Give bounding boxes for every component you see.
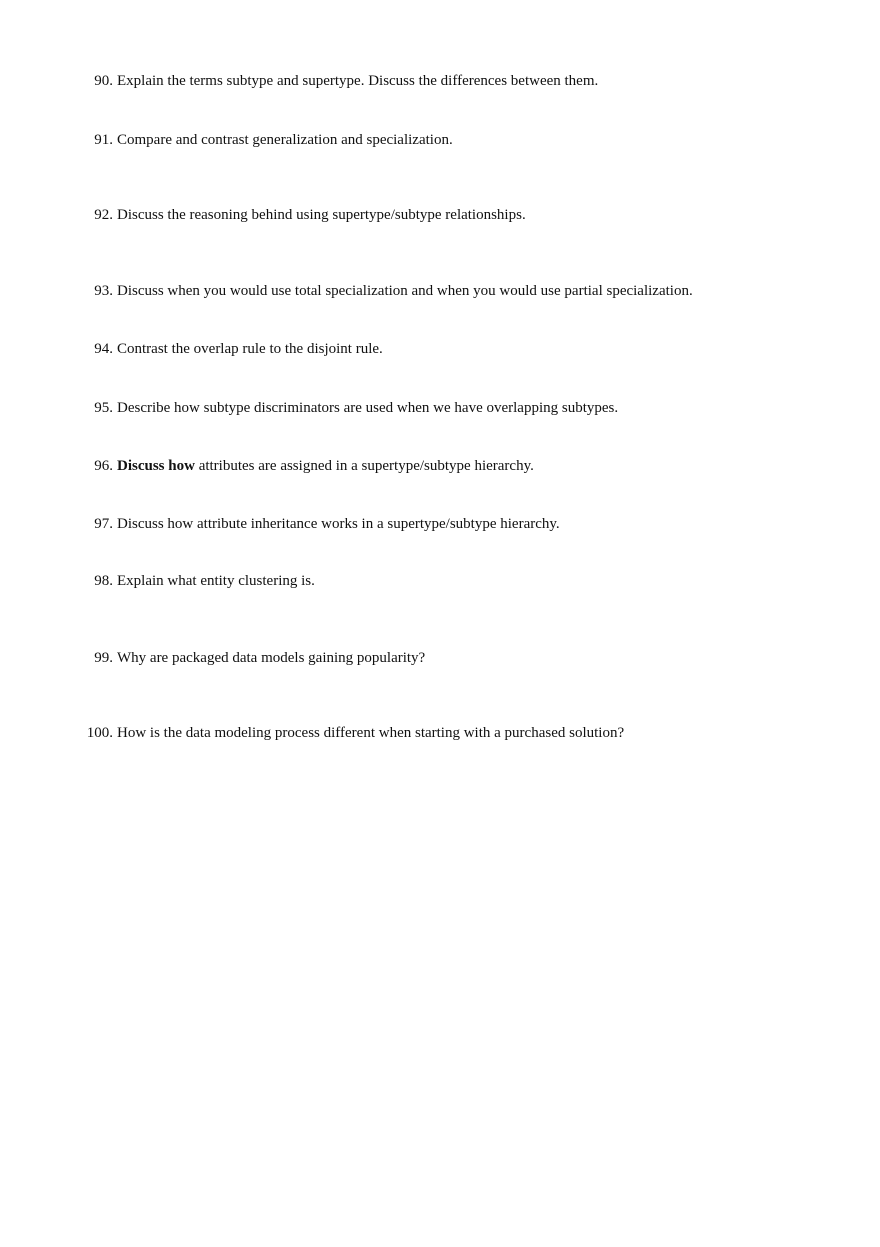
question-text: How is the data modeling process different when starting with a purchased solution? <box>117 725 625 741</box>
question-item-90 <box>0 69 860 93</box>
question-text-wrapper <box>117 454 534 478</box>
question-item-100 <box>0 721 860 745</box>
question-number: 98. <box>94 573 113 589</box>
question-number: 95. <box>94 400 113 416</box>
question-number: 97. <box>94 516 113 532</box>
question-number: 94. <box>94 341 113 357</box>
question-item-95 <box>0 396 860 420</box>
question-text: Why are packaged data models gaining popularity? <box>117 650 426 666</box>
question-number: 96. <box>94 458 113 474</box>
question-item-91 <box>0 128 860 152</box>
question-text: Explain the terms subtype and supertype. Discuss the differences between them. <box>117 73 599 89</box>
question-item-92 <box>0 203 860 227</box>
question-item-99 <box>0 646 860 670</box>
question-text: Describe how subtype discriminators are used when we have overlapping subtypes. <box>117 400 619 416</box>
question-text: Discuss the reasoning behind using supertype/subtype relationships. <box>117 207 526 223</box>
question-item-98 <box>0 569 860 593</box>
question-number: 91. <box>94 132 113 148</box>
question-number: 93. <box>94 283 113 299</box>
question-item-94 <box>0 337 860 361</box>
question-number: 100. <box>86 725 113 741</box>
question-text: Explain what entity clustering is. <box>117 573 315 589</box>
question-text: Compare and contrast generalization and specialization. <box>117 132 453 148</box>
question-text: attributes are assigned in a supertype/subtype hierarchy. <box>194 458 534 474</box>
question-number: 99. <box>94 650 113 666</box>
question-item-97 <box>0 512 860 536</box>
question-text: Discuss how attribute inheritance works in a supertype/subtype hierarchy. <box>117 516 560 532</box>
question-item-96 <box>0 454 860 478</box>
question-number: 92. <box>94 207 113 223</box>
question-bold-prefix: Discuss how <box>117 458 195 474</box>
question-text: Discuss when you would use total specialization and when you would use partial specialization. <box>117 283 693 299</box>
question-text: Contrast the overlap rule to the disjoint rule. <box>117 341 383 357</box>
question-number: 90. <box>94 73 113 89</box>
question-item-93 <box>0 279 860 303</box>
